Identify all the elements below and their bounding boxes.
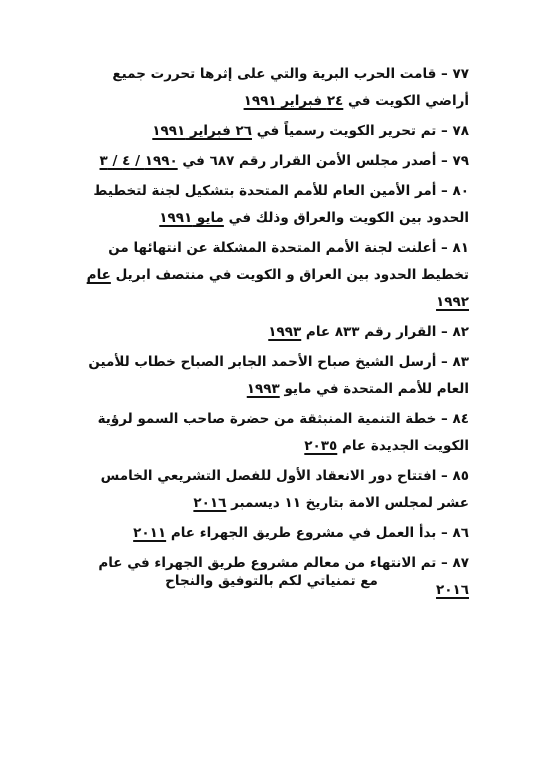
item-number: ٧٨ (452, 123, 469, 139)
item-date: ١٩٩٣ (246, 381, 280, 397)
item-text: أعلنت لجنة الأمم المتحدة المشكلة عن انتهائها من تخطيط الحدود بين العراق و الكويت في منتصف ابريل (108, 240, 469, 283)
item-number: ٨٢ (452, 324, 469, 340)
item-number: ٨٧ (452, 555, 469, 571)
item-text: بدأ العمل في مشروع طريق الجهراء عام (170, 525, 437, 541)
item-number: ٧٧ (452, 66, 469, 82)
item-number: ٨٠ (452, 183, 469, 199)
item-date: ١٩٩٠ / ٤ / ٣ (99, 153, 178, 169)
list-item-83: ٨٣ – أرسل الشيخ صباح الأحمد الجابر الصباح خطاب للأمين العام للأمم المتحدة في مايو ١٩٩٣ (88, 354, 469, 397)
item-number: ٧٩ (452, 153, 469, 169)
item-number: ٨٣ (452, 354, 469, 370)
events-list (69, 61, 469, 607)
item-date: عام ١٩٩٢ (86, 267, 469, 310)
item-text: افتتاح دور الانعقاد الأول للفصل التشريعي الخامس عشر لمجلس الامة بتاريخ ١١ ديسمبر (100, 468, 469, 511)
item-number: ٨٤ (452, 411, 469, 427)
item-date: ٢٠١٦ (436, 582, 469, 598)
list-item-80: ٨٠ – أمر الأمين العام للأمم المتحدة بتشكيل لجنة لتخطيط الحدود بين الكويت والعراق وذلك في مايو ١٩٩١ (93, 183, 469, 226)
item-text: تم الانتهاء من معالم مشروع طريق الجهراء في عام (98, 555, 437, 571)
list-item-82: ٨٢ – القرار رقم ٨٣٣ عام ١٩٩٣ (268, 324, 469, 340)
item-number: ٨١ (452, 240, 469, 256)
item-date: ١٩٩٣ (268, 324, 302, 340)
list-item-81: ٨١ – أعلنت لجنة الأمم المتحدة المشكلة عن انتهائها من تخطيط الحدود بين العراق و الكويت في منتصف ابريل عام ١٩٩٢ (86, 240, 469, 310)
item-text: القرار رقم ٨٣٣ عام (305, 324, 437, 340)
item-text: أصدر مجلس الأمن القرار رقم ٦٨٧ في (182, 153, 437, 169)
list-item-84: ٨٤ – خطة التنمية المنبثقة من حضرة صاحب السمو لرؤية الكويت الجديدة عام ٢٠٣٥ (97, 411, 469, 454)
item-date: ٢٠١٦ (193, 495, 227, 511)
item-text: خطة التنمية المنبثقة من حضرة صاحب السمو لرؤية الكويت الجديدة عام (97, 411, 469, 454)
item-date: مايو ١٩٩١ (159, 210, 224, 226)
item-number: ٨٦ (452, 525, 469, 541)
item-text: أمر الأمين العام للأمم المتحدة بتشكيل لجنة لتخطيط الحدود بين الكويت والعراق وذلك في (93, 183, 469, 226)
list-item-77: ٧٧ – قامت الحرب البرية والتي على إثرها تحررت جميع أراضي الكويت في ٢٤ فبراير ١٩٩١ (112, 66, 469, 109)
item-date: ٢٠٣٥ (304, 438, 338, 454)
item-date: ٢٦ فبراير ١٩٩١ (152, 123, 252, 139)
item-number: ٨٥ (452, 468, 469, 484)
item-date: ٢٠١١ (133, 525, 167, 541)
list-item-79: ٧٩ – أصدر مجلس الأمن القرار رقم ٦٨٧ في ١٩٩٠ / ٤ / ٣ (99, 153, 469, 169)
closing-message: مع تمنياتي لكم بالتوفيق والنجاح (165, 573, 378, 589)
item-text: تم تحرير الكويت رسمياً في (256, 123, 437, 139)
item-date: ٢٤ فبراير ١٩٩١ (243, 93, 344, 109)
item-text: قامت الحرب البرية والتي على إثرها تحررت جميع أراضي الكويت في (112, 66, 469, 109)
list-item-78: ٧٨ – تم تحرير الكويت رسمياً في ٢٦ فبراير ١٩٩١ (152, 123, 469, 139)
list-item-86: ٨٦ – بدأ العمل في مشروع طريق الجهراء عام ٢٠١١ (133, 525, 469, 541)
list-item-87: ٨٧ – تم الانتهاء من معالم مشروع طريق الجهراء في عام ٢٠١٦ (98, 555, 469, 598)
list-item-85: ٨٥ – افتتاح دور الانعقاد الأول للفصل التشريعي الخامس عشر لمجلس الامة بتاريخ ١١ ديسمبر ٢٠١٦ (100, 468, 469, 511)
item-text: أرسل الشيخ صباح الأحمد الجابر الصباح خطاب للأمين العام للأمم المتحدة في مايو (88, 354, 469, 397)
